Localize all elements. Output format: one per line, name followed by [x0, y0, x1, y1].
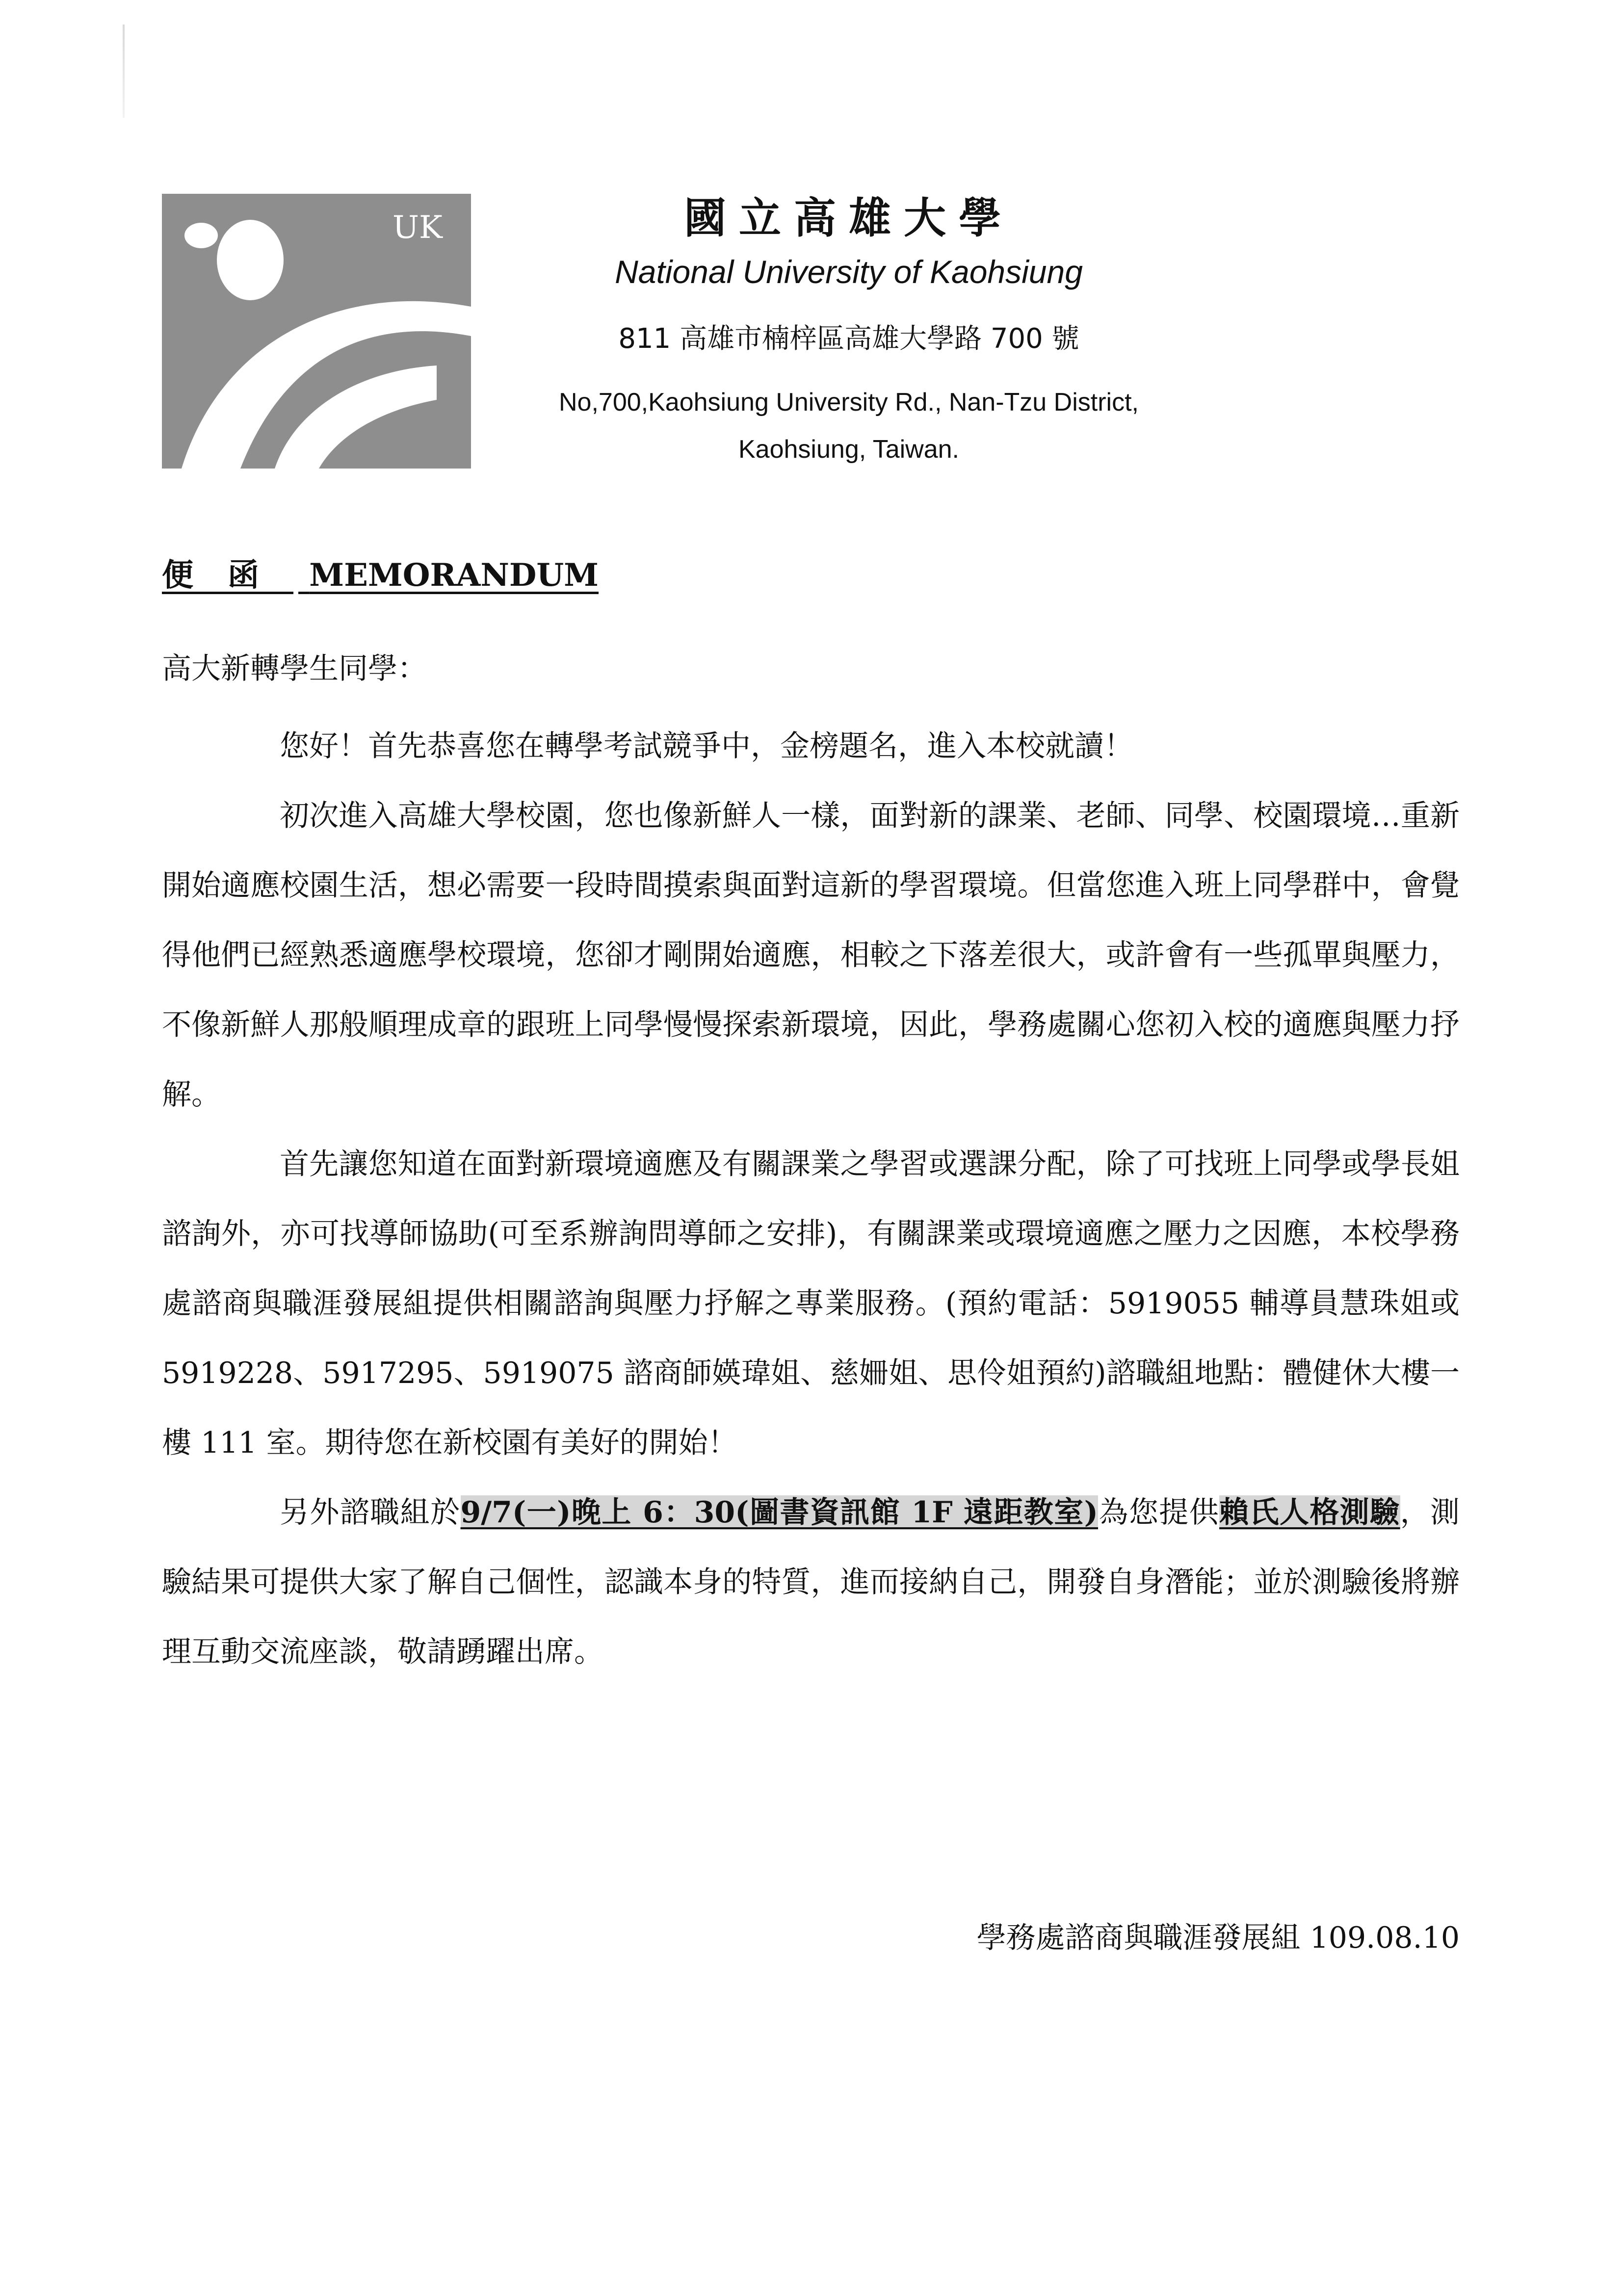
university-name-en: National University of Kaohsiung: [615, 254, 1083, 290]
event-provide: 為您提供: [1098, 1495, 1220, 1530]
paragraph-adjustment: 初次進入高雄大學校園，您也像新鮮人一樣，面對新的課業、老師、同學、校園環境…重新開始適應校園生活，想必需要一段時間摸索與面對這新的學習環境。但當您進入班上同學群中，會覺得他們已經熟悉適應學校環境，您卻才剛開始適應，相較之下落差很大，或許會有一些孤單與壓力，不像新鮮人那般順理成章的跟班上同學慢慢探索新環境，因此，學務處關心您初入校的適應與壓力抒解。: [162, 799, 1460, 1112]
logo-text: UK: [393, 209, 443, 246]
signoff: 學務處諮商與職涯發展組 109.08.10: [976, 1921, 1460, 1955]
salutation: 高大新轉學生同學：: [162, 652, 427, 686]
address-en: [491, 379, 1207, 473]
scan-artifact: [123, 25, 125, 118]
event-test-name: 賴氏人格測驗: [1219, 1495, 1400, 1530]
paragraph-greeting: 您好！首先恭喜您在轉學考試競爭中，金榜題名，進入本校就讀！: [280, 729, 1133, 763]
event-description: ，測驗結果可提供大家了解自己個性，認識本身的特質，進而接納自己，開發自身潛能；並於測驗後將辦理互動交流座談，敬請踴躍出席。: [162, 1495, 1460, 1669]
memo-body: [162, 711, 1460, 1687]
memo-heading-zh: 便函: [162, 557, 293, 594]
paragraph-services: 首先讓您知道在面對新環境適應及有關課業之學習或選課分配，除了可找班上同學或學長姐諮詢外，亦可找導師協助(可至系辦詢問導師之安排)，有關課業或環境適應之壓力之因應，本校學務處諮商與職涯發展組提供相關諮詢與壓力抒解之專業服務。(預約電話：5919055 輔導員慧珠姐或 5919228、5917295、5919075 諮商師媖瑋姐、慈姍姐、思伶姐預約)諮職組地點：體健休大樓一樓 111 室。期待您在新校園有美好的開始！: [162, 1147, 1460, 1460]
address-zh: 811 高雄市楠梓區高雄大學路 700 號: [618, 323, 1079, 355]
memo-heading-en: MEMORANDUM: [309, 557, 599, 594]
event-intro: 另外諮職組於: [280, 1495, 461, 1530]
university-name-zh: 國立高雄大學: [684, 194, 1014, 243]
address-en-line2: Kaohsiung, Taiwan.: [738, 435, 960, 464]
paragraph-event: [162, 1478, 1460, 1687]
logo-graphic: [162, 194, 471, 469]
memo-heading: [162, 553, 599, 598]
event-time-location: 9/7(一)晚上 6：30(圖書資訊館 1F 遠距教室): [460, 1495, 1099, 1530]
university-logo: [162, 194, 471, 469]
letterhead: [491, 191, 1207, 473]
address-en-line1: No,700,Kaohsiung University Rd., Nan-Tzu District,: [558, 388, 1139, 417]
